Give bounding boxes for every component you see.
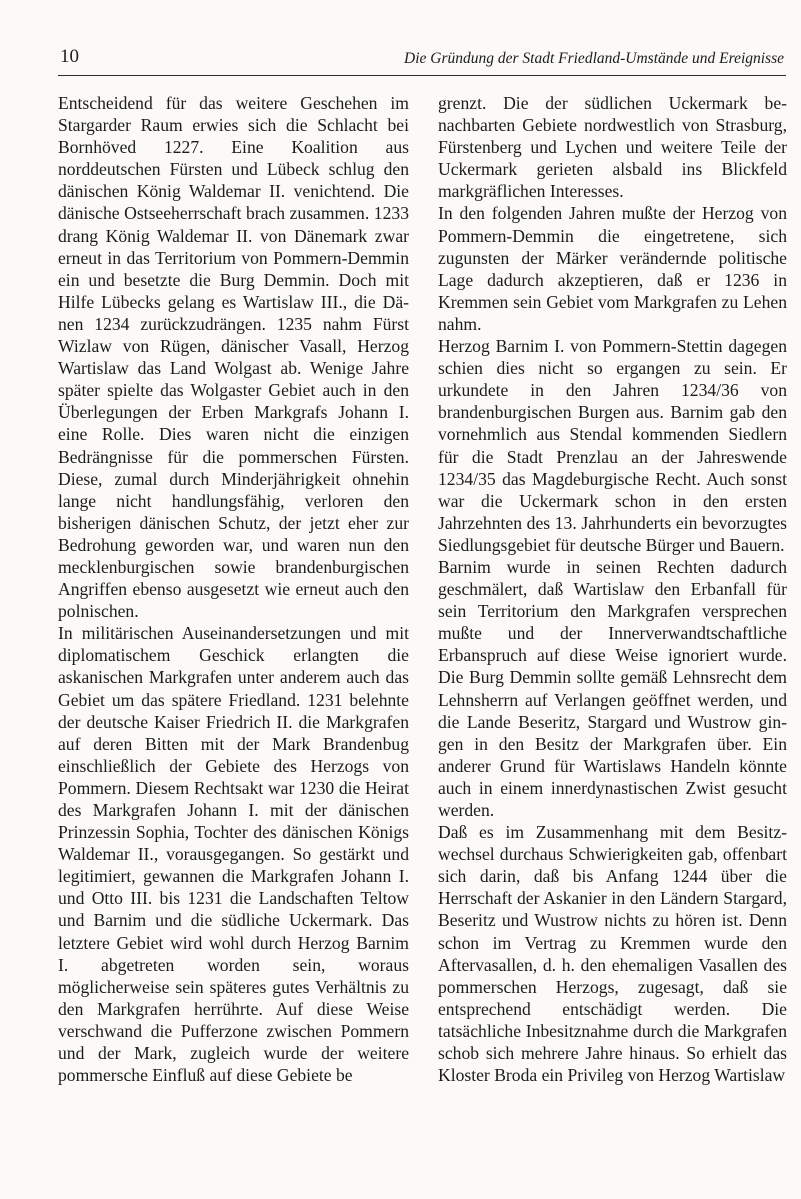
paragraph: In militärischen Auseinandersetzungen und mit diplomatischem Geschick erlangten die askanischen Markgrafen unter anderem auch das Gebiet um das spätere Friedland. 1231 belehnte der deutsche Kaiser Friedrich II. die Markgrafen auf deren Bitten mit der Mark Brandenbug einschließlich der Gebiete des Herzogs von Pommern. Diesem Rechtsakt war 1230 die Heirat des Markgrafen Johann I. mit der dänischen Prinzessin Sophia, Tochter des dänischen Königs Waldemar II., vorausgegangen. So gestärkt und legitimiert, gewannen die Markgrafen Johann I. und Otto III. bis 1231 die Landschaften Teltow und Barnim und die südliche Uckermark. Das letztere Gebiet wird wohl durch Herzog Barnim I. abgetreten worden sein, woraus möglicherweise sein späteres gutes Verhältnis zu den Markgrafen herrührte. Auf diese Weise verschwand die Pufferzone zwischen Pommern und der Mark, zugleich wurde der weitere pommersche Einfluß auf diese Gebiete be <box>58 623 409 1086</box>
header-rule <box>58 75 786 76</box>
paragraph: Herzog Barnim I. von Pommern-Stettin dagegen schien dies nicht so ergangen zu sein. Er urkundete in den Jahren 1234/36 von brandenburgischen Burgen aus. Barnim gab den vornehmlich aus Stendal kommenden Siedlern für die Stadt Prenzlau an der Jahreswende 1234/35 das Magdeburgische Recht. Auch sonst war die Uckermark schon in den ersten Jahrzehnten des 13. Jahrhunderts ein bevorzugtes Siedlungsgebiet für deutsche Bürger und Bauern. <box>438 336 787 555</box>
paragraph: Entscheidend für das weitere Geschehen im Stargarder Raum erwies sich die Schlacht bei Bornhöved 1227. Eine Koalition aus norddeutschen Fürsten und Lübeck schlug den dänischen König Waldemar II. venichtend. Die dänische Ostseeherrschaft brach zusammen. 1233 drang König Waldemar II. von Dänemark zwar erneut in das Territorium von Pommern-Demmin ein und besetzte die Burg Demmin. Doch mit Hilfe Lübecks gelang es Wartislaw III., die Dänen 1234 zurückzudrängen. 1235 nahm Fürst Wizlaw von Rügen, dänischer Vasall, Herzog Wartislaw das Land Wolgast ab. Wenige Jahre später spielte das Wolgaster Gebiet auch in den Überlegungen der Erben Markgrafs Johann I. eine Rolle. Dies waren nicht die einzigen Bedrängnisse für die pommerschen Fürsten. Diese, zumal durch Minderjährigkeit ohnehin lange nicht handlungsfähig, verloren den bisherigen dänischen Schutz, der jetzt eher zur Bedrohung geworden war, und waren nun den mecklenburgischen sowie brandenburgischen Angriffen ebenso ausgesetzt wie erneut auch den polnischen. <box>58 93 409 622</box>
paragraph: Daß es im Zusammenhang mit dem Besitzwechsel durchaus Schwierigkeiten gab, offenbart sich darin, daß bis Anfang 1244 über die Herrschaft der Askanier in den Ländern Stargard, Beseritz und Wustrow nichts zu hören ist. Denn schon im Vertrag zu Kremmen wurde den Aftervasallen, d. h. den ehemaligen Vasallen des pommerschen Herzogs, zugesagt, daß sie entsprechend entschädigt werden. Die tatsächliche Inbesitznahme durch die Markgrafen schob sich mehrere Jahre hinaus. So erhielt das Kloster Broda ein Privileg von Herzog Wartislaw <box>438 822 787 1086</box>
paragraph: grenzt. Die der südlichen Uckermark benachbarten Gebiete nordwestlich von Strasburg, Fürstenberg und Lychen und weitere Teile der Uckermark gerieten alsbald ins Blickfeld markgräflichen Interesses. <box>438 93 787 202</box>
paragraph: Barnim wurde in seinen Rechten dadurch geschmälert, daß Wartislaw den Erbanfall für sein Territorium den Markgrafen versprechen mußte und der Innerverwandtschaftliche Erbanspruch auf diese Weise ignoriert wurde. Die Burg Demmin sollte gemäß Lehnsrecht dem Lehnsherrn auf Verlangen geöffnet werden, und die Lande Beseritz, Stargard und Wustrow gingen in den Besitz der Markgrafen über. Ein anderer Grund für Wartislaws Handeln könnte auch in einem innerdynastischen Zwist gesucht werden. <box>438 556 787 820</box>
running-title: Die Gründung der Stadt Friedland-Umstände und Ereignisse <box>404 50 784 67</box>
paragraph: In den folgenden Jahren mußte der Herzog von Pommern-Demmin die eingetretene, sich zugunsten der Märker verändernde politische Lage dadurch akzeptieren, daß er 1236 in Kremmen sein Gebiet vom Markgrafen zu Lehen nahm. <box>438 203 787 334</box>
right-column <box>438 92 787 1086</box>
left-column <box>58 92 409 1086</box>
page-number: 10 <box>60 46 79 67</box>
